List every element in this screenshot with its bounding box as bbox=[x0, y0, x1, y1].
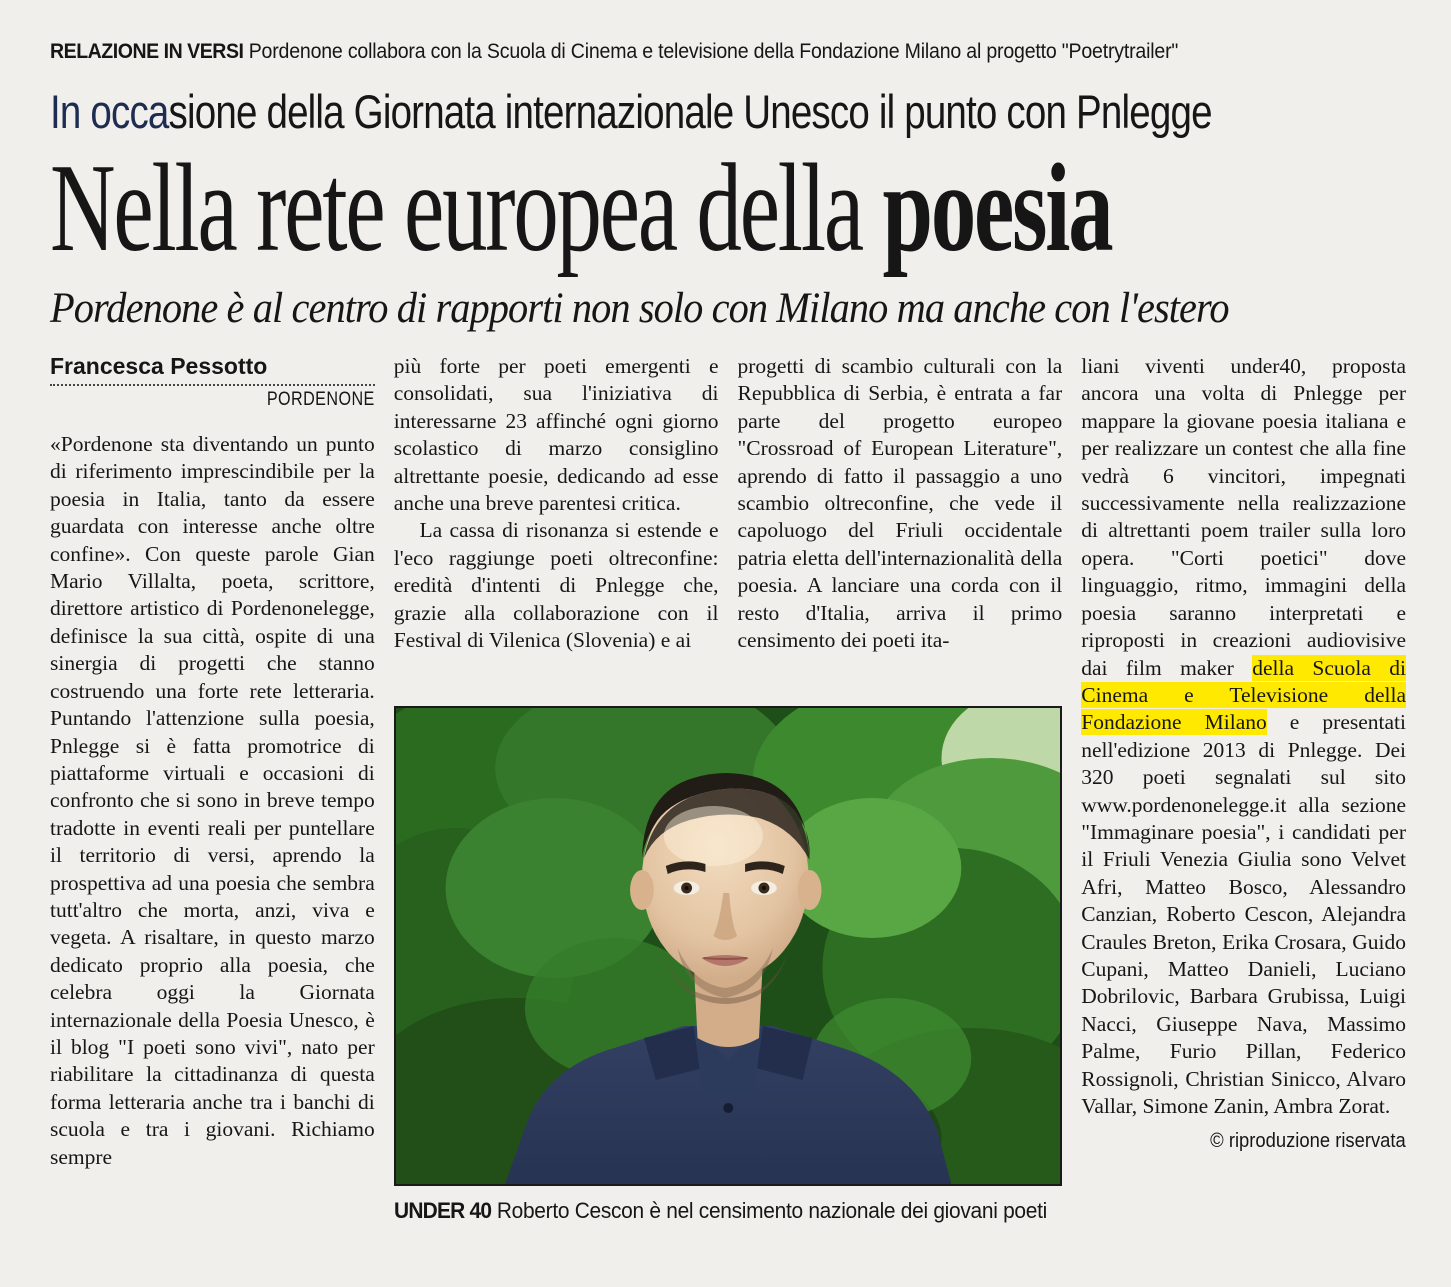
eyebrow-label: RELAZIONE IN VERSI bbox=[50, 40, 244, 63]
eyebrow-text: Pordenone collabora con la Scuola di Cinema e televisione della Fondazione Milano al progetto "Poetrytrailer" bbox=[248, 40, 1179, 63]
column-1 bbox=[50, 353, 375, 1224]
photo-caption-label: UNDER 40 bbox=[393, 1198, 492, 1224]
paragraph-col3: progetti di scambio culturali con la Repubblica di Serbia, è entrata a far parte del progetto europeo "Crossroad of European Literature", aprendo di fatto il passaggio a uno scambio oltreconfine, che vede il capoluogo del Friuli occidentale patria eletta dell'internazionalità della poesia. A lanciare una corda con il resto d'Italia, arriva il primo censimento dei poeti ita- bbox=[737, 354, 1063, 653]
article-photo bbox=[394, 706, 1063, 1224]
subhead: Pordenone è al centro di rapporti non solo con Milano ma anche con l'estero bbox=[50, 285, 1229, 333]
photo-caption bbox=[393, 1186, 1047, 1224]
byline-author: Francesca Pessotto bbox=[50, 353, 375, 386]
byline-place: PORDENONE bbox=[266, 389, 375, 411]
column-3 bbox=[738, 353, 1063, 706]
photo-frame bbox=[394, 706, 1063, 1186]
paragraph-col1: «Pordenone sta diventando un punto di riferimento imprescindibile per la poesia in Italia, tanto da essere guardata con interesse anche oltre confine». Con queste parole Gian Mario Villalta, poeta, scrittore, direttore artistico di Pordenonelegge, definisce la sua città, ospite di una sinergia di progetti che stanno costruendo una forte rete letteraria. Puntando l'attenzione sulla poesia, Pnlegge si è fatta promotrice di piattaforme virtuali e occasioni di confronto che si sono in breve tempo tradotte in eventi reali per puntellare il territorio di versi, aprendo la prospettiva ad una poesia che sembra tutt'altro che morta, anzi, viva e vegeta. A risaltare, in questo marzo dedicato proprio alla poesia, che celebra oggi la Giornata internazionale della Poesia Unesco, è il blog "I poeti sono vivi", nato per riabilitare la cittadinanza di questa forma letteraria anche tra i banchi di scuola e tra i giovani. Richiamo sempre bbox=[50, 432, 375, 1169]
column-4 bbox=[1081, 353, 1406, 1224]
main-headline bbox=[50, 139, 1112, 278]
kicker-rest: sione della Giornata internazionale Unesco il punto con Pnlegge bbox=[168, 85, 1212, 138]
paragraph-col2-1: più forte per poeti emergenti e consolidati, sua l'iniziativa di interessarne 23 affinché ogni giorno scolastico di marzo consiglino altrettante poesie, dedicando ad esse anche una breve parentesi critica. bbox=[393, 354, 719, 516]
eyebrow-strip bbox=[50, 40, 1311, 64]
kicker bbox=[50, 84, 1212, 139]
paragraph-col2-2: La cassa di risonanza si estende e l'eco raggiunge poeti oltreconfine: eredità d'intenti di Pnlegge che, grazie alla collaborazione con il Festival di Vilenica (Slovenia) e ai bbox=[393, 518, 719, 653]
copyright-notice: © riproduzione riservata bbox=[1210, 1130, 1406, 1153]
kicker-highlighted-part: In occa bbox=[50, 85, 169, 138]
headline-regular: Nella rete europea della bbox=[50, 139, 883, 278]
column-2 bbox=[394, 353, 719, 706]
col4-text-before: liani viventi under40, proposta ancora una volta di Pnlegge per mappare la giovane poesia italiana e per realizzare un contest che alla fine vedrà 6 vincitori, impegnati successivamente nella realizzazione di altrettanti poem trailer sulla loro opera. "Corti poetici" dove linguaggio, ritmo, immagini della poesia saranno interpretati e riproposti in creazioni audiovisive dai film maker bbox=[1081, 354, 1406, 680]
photo-caption-text: Roberto Cescon è nel censimento nazionale dei giovani poeti bbox=[491, 1198, 1047, 1224]
byline bbox=[50, 353, 375, 411]
col4-text-after: e presentati nell'edizione 2013 di Pnlegge. Dei 320 poeti segnalati sul sito www.pordenonelegge.it alla sezione "Immaginare poesia", i candidati per il Friuli Venezia Giulia sono Velvet Afri, Matteo Bosco, Alessandro Canzian, Roberto Cescon, Alejandra Craules Breton, Erika Crosara, Guido Cupani, Matteo Danieli, Luciano Dobrilovic, Barbara Grubissa, Luigi Nacci, Giuseppe Nava, Massimo Palme, Furio Pillan, Federico Rossignoli, Christian Sinicco, Alvaro Vallar, Simone Zanin, Ambra Zorat. bbox=[1081, 710, 1406, 1118]
portrait-photo bbox=[396, 708, 1061, 1184]
article-body bbox=[50, 353, 1406, 1224]
highlighted-phrase: della Scuola di Cinema e Televisione della Fondazione Milano bbox=[1081, 655, 1406, 735]
paragraph-col4 bbox=[1081, 353, 1406, 1120]
headline-bold-word: poesia bbox=[882, 139, 1112, 278]
